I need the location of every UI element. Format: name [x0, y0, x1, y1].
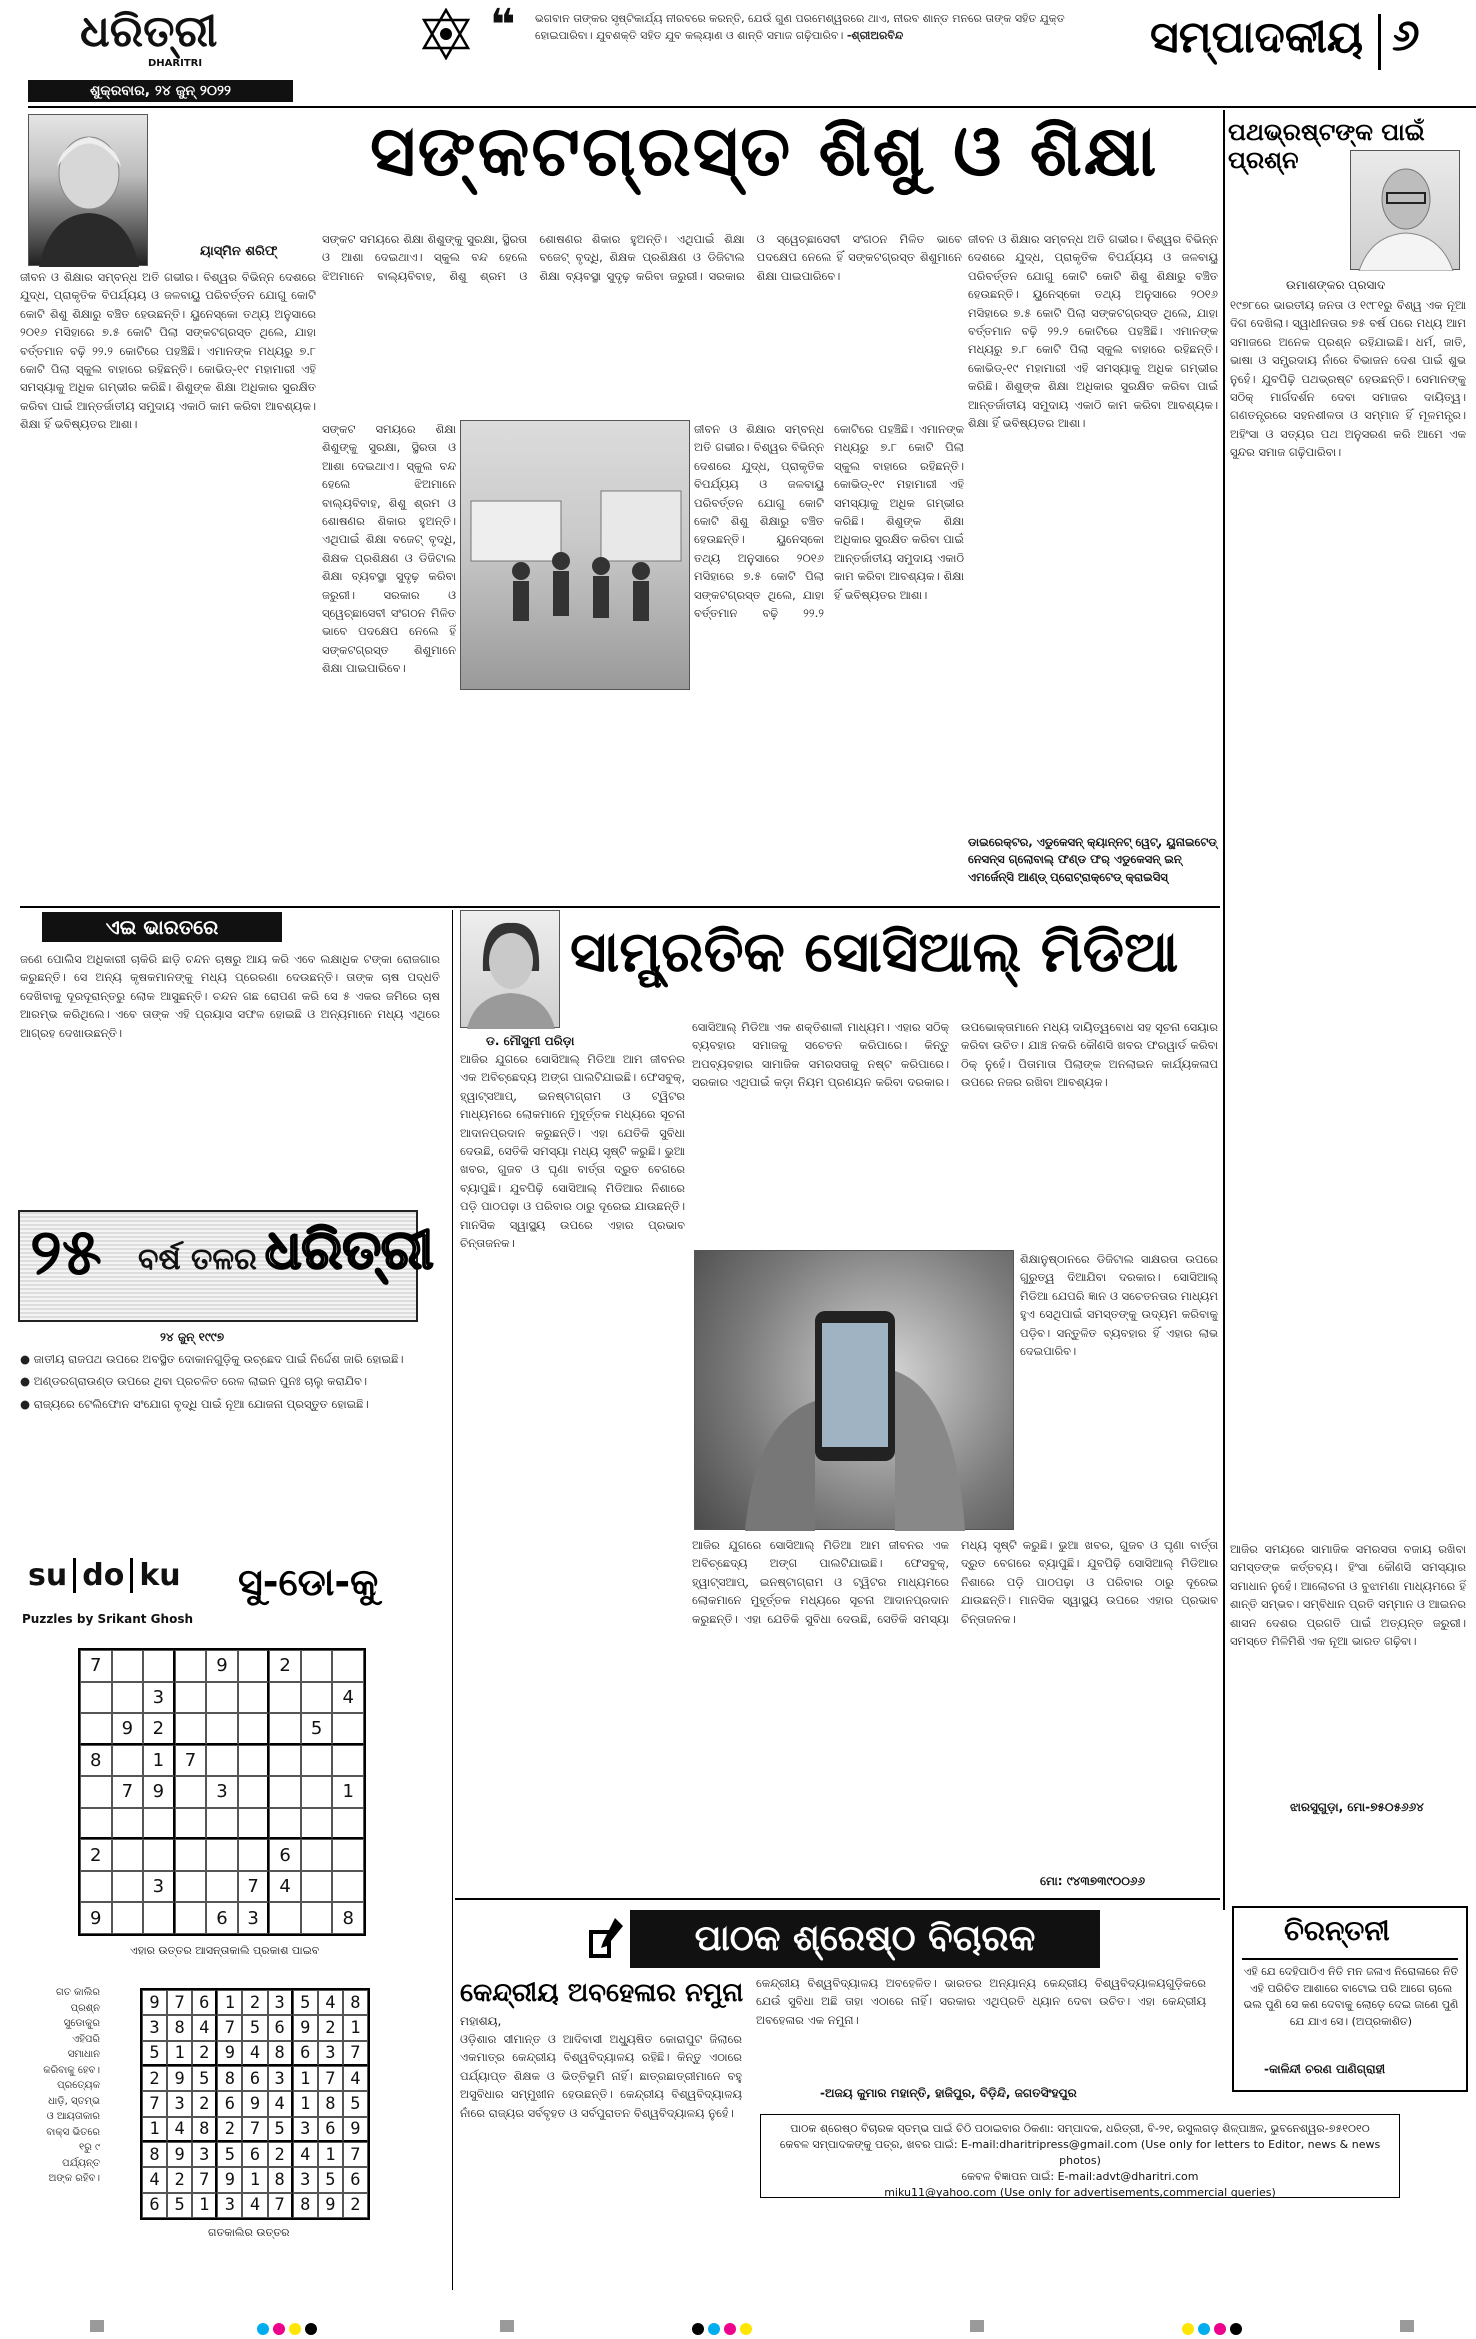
page-number: ୬ — [1392, 10, 1420, 61]
sudoku-cell — [238, 1839, 270, 1871]
sudoku-solution-cell: 8 — [217, 2066, 242, 2091]
sudoku-solution-cell: 8 — [192, 2117, 217, 2142]
sudoku-solution-cell: 3 — [293, 2117, 318, 2142]
sudoku-solution-cell: 7 — [318, 2066, 343, 2091]
sudoku-solution-cell: 6 — [217, 2091, 242, 2116]
sudoku-cell — [332, 1808, 364, 1840]
sudoku-solution-cell: 4 — [242, 2193, 267, 2218]
sudoku-cell — [175, 1839, 207, 1871]
sudoku-solution-cell: 9 — [167, 2066, 192, 2091]
chirantani-poet: -କାଳିନ୍ଦୀ ଚରଣ ପାଣିଗ୍ରାହୀ — [1264, 2062, 1386, 2076]
flashback-item: ● ଅଣ୍ଡରଗ୍ରାଉଣ୍ଡ ଉପରେ ଥିବା ପ୍ରଚଳିତ ରେଳ ଲାଇନ ପୁନଃ ଚାଲୁ କରାଯିବ। — [20, 1374, 368, 1389]
sudoku-solution-cell: 3 — [268, 2066, 293, 2091]
sudoku-solution-cell: 2 — [192, 2041, 217, 2066]
sudoku-answer-label: ଗତକାଲିର ଉତ୍ତର — [208, 2226, 290, 2239]
sudoku-cell — [301, 1839, 333, 1871]
color-dots — [1180, 2320, 1244, 2339]
sudoku-cell — [206, 1745, 238, 1777]
sudoku-cell — [238, 1713, 270, 1745]
sudoku-cell: 5 — [301, 1713, 333, 1745]
sudoku-solution-cell: 8 — [268, 2167, 293, 2192]
reader-email-commercial: miku11@yahoo.com (Use only for advertisements,commercial queries) — [884, 2185, 1276, 2199]
sudoku-solution-cell: 3 — [192, 2142, 217, 2167]
sudoku-solution-cell: 5 — [242, 2015, 267, 2040]
sudoku-solution-cell: 6 — [318, 2117, 343, 2142]
sudoku-cell — [332, 1650, 364, 1682]
sudoku-cell — [206, 1871, 238, 1903]
sudoku-cell — [112, 1650, 144, 1682]
sudoku-cell — [301, 1650, 333, 1682]
sudoku-solution-cell: 7 — [167, 1990, 192, 2015]
article2-credit: ମୋ: ୯୪୩୭୩୯୦୦୬୬ — [1040, 1874, 1145, 1888]
sudoku-solution-cell: 4 — [167, 2117, 192, 2142]
masthead-logo: ଧରିତ୍ରୀ — [80, 6, 218, 57]
sudoku-cell: 3 — [143, 1871, 175, 1903]
sudoku-cell — [143, 1808, 175, 1840]
sudoku-cell — [80, 1871, 112, 1903]
sudoku-solution-cell: 2 — [142, 2066, 167, 2091]
sudoku-solution-cell: 1 — [242, 2167, 267, 2192]
article2-left-divider — [452, 910, 453, 2290]
sudoku-note: ଏହାର ଉତ୍ତର ଆସନ୍ତାକାଲି ପ୍ରକାଶ ପାଇବ — [130, 1944, 320, 1957]
sudoku-puzzle-grid — [78, 1648, 366, 1936]
sudoku-cell — [175, 1808, 207, 1840]
sudoku-cell: 7 — [80, 1650, 112, 1682]
sidebar-divider — [1223, 110, 1225, 1910]
sudoku-cell: 8 — [332, 1902, 364, 1934]
sudoku-brand — [22, 1558, 187, 1593]
section-divider — [1378, 14, 1381, 70]
sudoku-cell — [175, 1650, 207, 1682]
sudoku-cell — [143, 1902, 175, 1934]
chirantani-box — [1232, 1906, 1468, 2092]
sidebar-credit: ଝାରସୁଗୁଡ଼ା, ମୋ-୭୫୦୫୬୬୪ — [1290, 1800, 1424, 1814]
sudoku-solution-cell: 5 — [142, 2041, 167, 2066]
flashback-logo: ଧରିତ୍ରୀ — [265, 1218, 434, 1281]
flashback-label: ବର୍ଷ ତଳର — [138, 1242, 257, 1277]
sudoku-solution-cell: 6 — [343, 2167, 368, 2192]
sudoku-cell: 9 — [112, 1713, 144, 1745]
sudoku-cell — [175, 1871, 207, 1903]
sudoku-cell — [143, 1650, 175, 1682]
flashback-list — [20, 1350, 440, 1413]
ei-bharat-bar — [42, 912, 282, 942]
sudoku-cell: 7 — [112, 1776, 144, 1808]
sudoku-cell — [238, 1808, 270, 1840]
sudoku-solution-cell: 6 — [268, 2015, 293, 2040]
reader-title: ପାଠକ ଶ୍ରେଷ୍ଠ ବିଚାରକ — [694, 1918, 1036, 1959]
sudoku-solution-cell: 3 — [268, 1990, 293, 2015]
sudoku-cell — [112, 1871, 144, 1903]
masthead-quote-text: ଭଗବାନ ତାଙ୍କର ସୃଷ୍ଟିକାର୍ଯ୍ୟ ନୀରବରେ କରନ୍ତି, ଯେଉଁ ଗୁଣ ପରମେଶ୍ୱରରେ ଥାଏ, ନୀରବ ଶାନ୍ତ ମନରେ ତାଙ୍କ ସହିତ ଯୁକ୍ତ ହୋଇପାରିବା। ଯୁବଶକ୍ତି ସହିତ ଯୁବ କଲ୍ୟାଣ ଓ ଶାନ୍ତି ସମାଜ ଗଢ଼ିପାରିବ। — [535, 12, 1065, 43]
star-emblem-icon — [420, 8, 472, 60]
sudoku-solution-cell: 8 — [343, 1990, 368, 2015]
sudoku-solution-cell: 2 — [268, 2142, 293, 2167]
sudoku-solution-cell: 7 — [242, 2117, 267, 2142]
sudoku-solution-cell: 5 — [318, 2167, 343, 2192]
sudoku-answer-side: ଗତ କାଲିର ପ୍ରଶ୍ନ ସୁଡୋକୁର ଏହିପରି ସମାଧାନ କରିବାକୁ ହେବ। ପ୍ରତ୍ୟେକ ଧାଡ଼ି, ସ୍ତମ୍ଭ ଓ ଆୟତାକାର ବାକ୍ସ ଭିତରେ ୧ରୁ ୯ ପର୍ଯ୍ୟନ୍ତ ଅଙ୍କ ରହିବ। — [43, 1987, 100, 2184]
article1-body-lower-right: ଜୀବନ ଓ ଶିକ୍ଷାର ସମ୍ବନ୍ଧ ଅତି ଗଭୀର। ବିଶ୍ୱର ବିଭିନ୍ନ ଦେଶରେ ଯୁଦ୍ଧ, ପ୍ରାକୃତିକ ବିପର୍ଯ୍ୟୟ ଓ ଜଳବାୟୁ ପରିବର୍ତ୍ତନ ଯୋଗୁ କୋଟି କୋଟି ଶିଶୁ ଶିକ୍ଷାରୁ ବଞ୍ଚିତ ହେଉଛନ୍ତି। ୟୁନେସ୍କୋ ତଥ୍ୟ ଅନୁସାରେ ୨୦୧୬ ମସିହାରେ ୭.୫ କୋଟି ପିଲା ସଙ୍କଟଗ୍ରସ୍ତ ଥିଲେ, ଯାହା ବର୍ତ୍ତମାନ ବଢ଼ି ୨୨.୨ କୋଟିରେ ପହଞ୍ଚିଛି। ଏମାନଙ୍କ ମଧ୍ୟରୁ ୭.୮ କୋଟି ପିଲା ସ୍କୁଲ ବାହାରେ ରହିଛନ୍ତି। କୋଭିଡ୍-୧୯ ମହାମାରୀ ଏହି ସମସ୍ୟାକୁ ଅଧିକ ଗମ୍ଭୀର କରିଛି। ଶିଶୁଙ୍କ ଶିକ୍ଷା ଅଧିକାର ସୁରକ୍ଷିତ କରିବା ପାଇଁ ଆନ୍ତର୍ଜାତୀୟ ସମୁଦାୟ ଏକାଠି କାମ କରିବା ଆବଶ୍ୟକ। ଶିକ୍ଷା ହିଁ ଭବିଷ୍ୟତର ଆଶା। — [694, 422, 964, 620]
sudoku-solution-cell: 7 — [142, 2091, 167, 2116]
sudoku-solution-cell: 5 — [268, 2117, 293, 2142]
sudoku-cell: 3 — [238, 1902, 270, 1934]
reader-address-box — [760, 2114, 1400, 2198]
sudoku-cell — [301, 1808, 333, 1840]
article1-headline: ସଙ୍କଟଗ୍ରସ୍ତ ଶିଶୁ ଓ ଶିକ୍ଷା — [370, 110, 1159, 192]
flashback-item-text: ଜାତୀୟ ରାଜପଥ ଉପରେ ଅବସ୍ଥିତ ଦୋକାନଗୁଡ଼ିକୁ ଉଚ୍ଛେଦ ପାଇଁ ନିର୍ଦ୍ଦେଶ ଜାରି ହୋଇଛି। — [33, 1352, 404, 1366]
sudoku-solution-cell: 9 — [217, 2041, 242, 2066]
sudoku-cell — [269, 1808, 301, 1840]
article2-body-right: ଶିକ୍ଷାନୁଷ୍ଠାନରେ ଡିଜିଟାଲ ସାକ୍ଷରତା ଉପରେ ଗୁରୁତ୍ୱ ଦିଆଯିବା ଦରକାର। ସୋସିଆଲ୍ ମିଡିଆ ଯେପରି ଜ୍ଞାନ ଓ ସଚେତନତାର ମାଧ୍ୟମ ହୁଏ ସେଥିପାଇଁ ସମସ୍ତଙ୍କୁ ଉଦ୍ୟମ କରିବାକୁ ପଡ଼ିବ। ସନ୍ତୁଳିତ ବ୍ୟବହାର ହିଁ ଏହାର ଲାଭ ଦେଇପାରିବ। — [1020, 1252, 1218, 1358]
sidebar-body: ୧୯୭୮ରେ ଭାରତୀୟ ଜନତା ଓ ୧୯୮୧ରୁ ବିଶ୍ୱ ଏକ ନୂଆ ଦିଗ ଦେଖିଲା। ସ୍ୱାଧୀନତାର ୭୫ ବର୍ଷ ପରେ ମଧ୍ୟ ଆମ ସମାଜରେ ଅନେକ ପ୍ରଶ୍ନ ରହିଯାଇଛି। ଧର୍ମ, ଜାତି, ଭାଷା ଓ ସମ୍ପ୍ରଦାୟ ନାଁରେ ବିଭାଜନ ଦେଶ ପାଇଁ ଶୁଭ ନୁହେଁ। ଯୁବପିଢ଼ି ପଥଭ୍ରଷ୍ଟ ହେଉଛନ୍ତି। ସେମାନଙ୍କୁ ସଠିକ୍ ମାର୍ଗଦର୍ଶନ ଦେବା ସମାଜର ଦାୟିତ୍ୱ। ଗଣତନ୍ତ୍ରରେ ସହନଶୀଳତା ଓ ସମ୍ମାନ ହିଁ ମୂଳମନ୍ତ୍ର। ଅହିଂସା ଓ ସତ୍ୟର ପଥ ଅନୁସରଣ କରି ଆମେ ଏକ ସୁନ୍ଦର ସମାଜ ଗଢ଼ିପାରିବା। — [1230, 298, 1466, 460]
sudoku-cell — [332, 1839, 364, 1871]
sudoku-solution-cell: 6 — [192, 1990, 217, 2015]
color-dots — [255, 2320, 319, 2339]
sudoku-cell — [80, 1713, 112, 1745]
registration-strip — [0, 2316, 1476, 2336]
letter-salutation: ମହାଶୟ, — [460, 2014, 502, 2028]
sudoku-solution-cell: 4 — [343, 2066, 368, 2091]
sudoku-solution-cell: 2 — [318, 2015, 343, 2040]
sudoku-cell: 9 — [80, 1902, 112, 1934]
article1-credit: ଡାଇରେକ୍ଟର, ଏଡୁକେସନ୍ କ୍ୟାନ୍ନଟ୍ ୱେଟ୍, ୟୁନାଇଟେଡ୍ ନେସନ୍ସ ଗ୍ଲୋବାଲ୍ ଫଣ୍ଡ ଫର୍ ଏଡୁକେସନ୍ ଇନ୍ ଏମର୍ଜେନ୍ସି ଆଣ୍ଡ୍ ପ୍ରୋଟ୍ରାକ୍ଟେଡ୍ କ୍ରାଇସିସ୍ — [968, 835, 1217, 884]
article2-author: ଡ. ମୌସୁମୀ ପରିଡ଼ା — [486, 1034, 575, 1048]
sudoku-solution-cell: 2 — [242, 1990, 267, 2015]
sudoku-solution-cell: 8 — [142, 2142, 167, 2167]
sudoku-solution-cell: 7 — [268, 2193, 293, 2218]
sudoku-solution-cell: 5 — [293, 1990, 318, 2015]
sudoku-solution-cell: 7 — [217, 2015, 242, 2040]
sudoku-solution-cell: 9 — [167, 2142, 192, 2167]
registration-bar — [500, 2320, 514, 2332]
ei-bharat-title: ଏଇ ଭାରତରେ — [105, 915, 219, 939]
sudoku-solution-cell: 6 — [142, 2193, 167, 2218]
masthead-quote — [535, 10, 1090, 44]
sudoku-cell — [269, 1713, 301, 1745]
sudoku-solution-cell: 2 — [217, 2117, 242, 2142]
sudoku-cell — [175, 1713, 207, 1745]
sudoku-cell: 6 — [206, 1902, 238, 1934]
children-playing-photo — [460, 420, 690, 690]
sudoku-cell — [238, 1776, 270, 1808]
sudoku-cell — [238, 1650, 270, 1682]
sudoku-solution-cell: 4 — [268, 2091, 293, 2116]
chirantani-title: ଚିରନ୍ତନୀ — [1284, 1914, 1390, 1947]
author-photo-umashankar — [1350, 150, 1460, 270]
sudoku-cell — [112, 1902, 144, 1934]
sudoku-solution-cell: 9 — [318, 2193, 343, 2218]
article2-headline: ସାମ୍ପ୍ରତିକ ସୋସିଆଲ୍ ମିଡିଆ — [570, 920, 1179, 985]
sudoku-solution-cell: 2 — [192, 2091, 217, 2116]
sudoku-cell: 9 — [143, 1776, 175, 1808]
sudoku-brand-ku: ku — [139, 1558, 181, 1593]
sudoku-cell — [112, 1808, 144, 1840]
sudoku-solution-cell: 1 — [167, 2041, 192, 2066]
sudoku-cell — [175, 1682, 207, 1714]
flashback-item: ● ଜାତୀୟ ରାଜପଥ ଉପରେ ଅବସ୍ଥିତ ଦୋକାନଗୁଡ଼ିକୁ ଉଚ୍ଛେଦ ପାଇଁ ନିର୍ଦ୍ଦେଶ ଜାରି ହୋଇଛି। — [20, 1352, 404, 1366]
article1-body-center: ସଙ୍କଟ ସମୟରେ ଶିକ୍ଷା ଶିଶୁଙ୍କୁ ସୁରକ୍ଷା, ସ୍ଥିରତା ଓ ଆଶା ଦେଇଥାଏ। ସ୍କୁଲ ବନ୍ଦ ହେଲେ ଝିଅମାନେ ବାଲ୍ୟବିବାହ, ଶିଶୁ ଶ୍ରମ ଓ ଶୋଷଣର ଶିକାର ହୁଅନ୍ତି। ଏଥିପାଇଁ ଶିକ୍ଷା ବଜେଟ୍ ବୃଦ୍ଧି, ଶିକ୍ଷକ ପ୍ରଶିକ୍ଷଣ ଓ ଡିଜିଟାଲ ଶିକ୍ଷା ବ୍ୟବସ୍ଥା ସୁଦୃଢ଼ କରିବା ଜରୁରୀ। ସରକାର ଓ ସ୍ୱେଚ୍ଛାସେବୀ ସଂଗଠନ ମିଳିତ ଭାବେ ପଦକ୍ଷେପ ନେଲେ ହିଁ ସଙ୍କଟଗ୍ରସ୍ତ ଶିଶୁମାନେ ଶିକ୍ଷା ପାଇପାରିବେ। — [322, 232, 962, 283]
sudoku-solution-cell: 4 — [142, 2167, 167, 2192]
flashback-item-text: ରାଜ୍ୟରେ ଟେଲିଫୋନ ସଂଯୋଗ ବୃଦ୍ଧି ପାଇଁ ନୂଆ ଯୋଜନା ପ୍ରସ୍ତୁତ ହୋଇଛି। — [33, 1396, 369, 1411]
sudoku-solution-cell: 1 — [293, 2066, 318, 2091]
sidebar-title: ପଥଭ୍ରଷ୍ଟଙ୍କ ପାଇଁ ପ୍ରଶ୍ନ — [1228, 118, 1425, 174]
sudoku-cell: 7 — [238, 1871, 270, 1903]
sudoku-cell: 7 — [175, 1745, 207, 1777]
author-byline-yasmin: ୟାସ୍ମିନ ଶରିଫ୍ — [200, 244, 278, 259]
reader-title-bar — [630, 1910, 1100, 1968]
article2-body-bottom: ଆଜିର ଯୁଗରେ ସୋସିଆଲ୍ ମିଡିଆ ଆମ ଜୀବନର ଏକ ଅବିଚ୍ଛେଦ୍ୟ ଅଙ୍ଗ ପାଲଟିଯାଇଛି। ଫେସବୁକ୍, ହ୍ୱାଟ୍ସଆପ୍, ଇନଷ୍ଟାଗ୍ରାମ ଓ ଟ୍ୱିଟର ମାଧ୍ୟମରେ ଲୋକମାନେ ମୁହୂର୍ତ୍ତକ ମଧ୍ୟରେ ସୂଚନା ଆଦାନପ୍ରଦାନ କରୁଛନ୍ତି। ଏହା ଯେତିକି ସୁବିଧା ଦେଉଛି, ସେତିକି ସମସ୍ୟା ମଧ୍ୟ ସୃଷ୍ଟି କରୁଛି। ଭୁଆ ଖବର, ଗୁଜବ ଓ ଘୃଣା ବାର୍ତ୍ତା ଦ୍ରୁତ ବେଗରେ ବ୍ୟାପୁଛି। ଯୁବପିଢ଼ି ସୋସିଆଲ୍ ମିଡିଆର ନିଶାରେ ପଡ଼ି ପାଠପଢ଼ା ଓ ପରିବାର ଠାରୁ ଦୂରେଇ ଯାଉଛନ୍ତି। ମାନସିକ ସ୍ୱାସ୍ଥ୍ୟ ଉପରେ ଏହାର ପ୍ରଭାବ ଚିନ୍ତାଜନକ। — [692, 1538, 1218, 1626]
registration-bar — [1400, 2320, 1414, 2332]
sudoku-solution-cell: 4 — [192, 2015, 217, 2040]
letter-body-left: ଓଡ଼ିଶାର ସୀମାନ୍ତ ଓ ଆଦିବାସୀ ଅଧ୍ୟୁଷିତ କୋରାପୁଟ ଜିଲାରେ ଏକମାତ୍ର କେନ୍ଦ୍ରୀୟ ବିଶ୍ୱବିଦ୍ୟାଳୟ ରହିଛି। କିନ୍ତୁ ଏଠାରେ ପର୍ଯ୍ୟାପ୍ତ ଶିକ୍ଷକ ଓ ଭିତ୍ତିଭୂମି ନାହିଁ। ଛାତ୍ରଛାତ୍ରୀମାନେ ବହୁ ଅସୁବିଧାର ସମ୍ମୁଖୀନ ହେଉଛନ୍ତି। କେନ୍ଦ୍ରୀୟ ବିଶ୍ୱବିଦ୍ୟାଳୟ ନାଁରେ ରାଜ୍ୟର ସର୍ବବୃହତ ଓ ସର୍ବପୁରାତନ ବିଶ୍ୱବିଦ୍ୟାଳୟ ନୁହେଁ। — [460, 2032, 742, 2120]
sudoku-cell — [269, 1776, 301, 1808]
sudoku-solution-cell: 5 — [192, 2066, 217, 2091]
sudoku-solution-cell: 5 — [343, 2091, 368, 2116]
sudoku-solution-cell: 6 — [293, 2041, 318, 2066]
sudoku-cell: 4 — [269, 1871, 301, 1903]
sudoku-cell — [206, 1682, 238, 1714]
sudoku-solution-cell: 3 — [318, 2041, 343, 2066]
sudoku-cell — [301, 1745, 333, 1777]
sudoku-cell — [112, 1839, 144, 1871]
ei-bharat-body: ଜଣେ ପୋଲିସ ଅଧିକାରୀ ଚାକିରି ଛାଡ଼ି ଚନ୍ଦନ ଚାଷରୁ ଆୟ କରି ଏବେ ଲକ୍ଷାଧିକ ଟଙ୍କା ରୋଜଗାର କରୁଛନ୍ତି। ସେ ଅନ୍ୟ କୃଷକମାନଙ୍କୁ ମଧ୍ୟ ପ୍ରେରଣା ଦେଉଛନ୍ତି। ତାଙ୍କ ଚାଷ ପଦ୍ଧତି ଦେଖିବାକୁ ଦୂରଦୂରାନ୍ତରୁ ଲୋକ ଆସୁଛନ୍ତି। ଚନ୍ଦନ ଗଛ ରୋପଣ କରି ସେ ୫ ଏକର ଜମିରେ ଚାଷ ଆରମ୍ଭ କରିଥିଲେ। ଏବେ ତାଙ୍କ ଏହି ପ୍ରୟାସ ସଫଳ ହୋଇଛି ଓ ଅନ୍ୟମାନେ ମଧ୍ୟ ଏଥିରେ ଆଗ୍ରହ ଦେଖାଉଛନ୍ତି। — [20, 952, 440, 1040]
sudoku-cell — [301, 1871, 333, 1903]
sudoku-solution-cell: 1 — [293, 2091, 318, 2116]
masthead-date: ଶୁକ୍ରବାର, ୨୪ ଜୁନ୍ ୨୦୨୨ — [90, 83, 231, 99]
sudoku-solution-cell: 1 — [343, 2015, 368, 2040]
sudoku-solution-cell: 7 — [343, 2041, 368, 2066]
sudoku-solution-cell: 8 — [167, 2015, 192, 2040]
sudoku-cell — [175, 1776, 207, 1808]
author-photo-mousumi — [460, 910, 560, 1028]
lower-section-rule — [20, 906, 1220, 908]
letter-title: କେନ୍ଦ୍ରୀୟ ଅବହେଳାର ନମୁନା — [460, 1978, 744, 2008]
sudoku-solution-cell: 1 — [192, 2193, 217, 2218]
sudoku-cell — [301, 1776, 333, 1808]
color-dots — [690, 2320, 754, 2339]
section-title: ସମ୍ପାଦକୀୟ — [1150, 12, 1364, 63]
masthead-date-bar — [28, 80, 293, 102]
sudoku-solution-cell: 5 — [167, 2193, 192, 2218]
sudoku-cell: 9 — [206, 1650, 238, 1682]
sudoku-cell — [238, 1682, 270, 1714]
sudoku-cell — [269, 1682, 301, 1714]
sudoku-solution-cell: 7 — [343, 2142, 368, 2167]
masthead-logo-sub: DHARITRI — [148, 58, 203, 69]
reader-address: ପାଠକ ଶ୍ରେଷ୍ଠ ବିଚାରକ ସ୍ତମ୍ଭ ପାଇଁ ଚିଠି ପଠାଇବାର ଠିକଣା: ସମ୍ପାଦକ, ଧରିତ୍ରୀ, ବି-୨୧, ରସୁଲଗଡ଼ ଶିଳ୍ପାଞ୍ଚଳ, ଭୁବନେଶ୍ୱର-୭୫୧୦୧୦ — [790, 2122, 1370, 2135]
sudoku-cell — [269, 1745, 301, 1777]
sudoku-solution-cell: 3 — [142, 2015, 167, 2040]
sudoku-cell — [301, 1902, 333, 1934]
reader-email-editor: କେବଳ ସମ୍ପାଦକଙ୍କୁ ପତ୍ର, ଖବର ପାଇଁ: E-mail:dharitripress@gmail.com (Use only for letters to Editor, news & news photos) — [779, 2137, 1381, 2167]
chirantani-text: ଏହି ଯେ ଦେହିପାଠିଏ ନିତି ମନ ଜଳାଏ ନିରୋଳାରେ ନିତି ଏହି ପରିଚିତ ଆଶାରେ ବାଟୋଇ ପରି ଆଗେ ଚାଲେ ଭଲ ପୁଣି ସେ କଣ ଦେବାକୁ ଲୋଡ଼େ ଦେଇ ଜାଣେ ପୁଣି ଯେ ଯାଏ ସେ। (ଅପ୍ରକାଶିତ) — [1243, 1965, 1459, 2028]
sudoku-solution-cell: 4 — [318, 1990, 343, 2015]
sudoku-cell — [332, 1713, 364, 1745]
sudoku-solution-cell: 8 — [318, 2091, 343, 2116]
flashback-item-text: ଅଣ୍ଡରଗ୍ରାଉଣ୍ଡ ଉପରେ ଥିବା ପ୍ରଚଳିତ ରେଳ ଲାଇନ ପୁନଃ ଚାଲୁ କରାଯିବ। — [33, 1374, 368, 1389]
letter-body-right: କେନ୍ଦ୍ରୀୟ ବିଶ୍ୱବିଦ୍ୟାଳୟ ଅବହେଳିତ। ଭାରତର ଅନ୍ୟାନ୍ୟ କେନ୍ଦ୍ରୀୟ ବିଶ୍ୱବିଦ୍ୟାଳୟଗୁଡ଼ିକରେ ଯେଉଁ ସୁବିଧା ଅଛି ତାହା ଏଠାରେ ନାହିଁ। ସରକାର ଏଥିପ୍ରତି ଧ୍ୟାନ ଦେବା ଉଚିତ। ଏହା କେନ୍ଦ୍ରୀୟ ଅବହେଳାର ଏକ ନମୁନା। — [756, 1976, 1206, 2027]
flashback-item: ● ରାଜ୍ୟରେ ଟେଲିଫୋନ ସଂଯୋଗ ବୃଦ୍ଧି ପାଇଁ ନୂଆ ଯୋଜନା ପ୍ରସ୍ତୁତ ହୋଇଛି। — [20, 1396, 369, 1411]
sudoku-cell: 2 — [80, 1839, 112, 1871]
sudoku-solution-cell: 9 — [217, 2167, 242, 2192]
sudoku-cell — [80, 1682, 112, 1714]
sudoku-title: ସୁ-ଡୋ-କୁ — [238, 1560, 379, 1604]
sudoku-solution-grid — [140, 1988, 370, 2220]
sudoku-cell — [269, 1902, 301, 1934]
reader-email-advt: କେବଳ ବିଜ୍ଞାପନ ପାଇଁ: E-mail:advt@dharitri.com — [961, 2169, 1199, 2183]
sudoku-cell — [332, 1871, 364, 1903]
flashback-banner — [18, 1210, 434, 1322]
sidebar-body-2: ଆଜିର ସମୟରେ ସାମାଜିକ ସମରସତା ବଜାୟ ରଖିବା ସମସ୍ତଙ୍କ କର୍ତ୍ତବ୍ୟ। ହିଂସା କୌଣସି ସମସ୍ୟାର ସମାଧାନ ନୁହେଁ। ଆଲୋଚନା ଓ ବୁଝାମଣା ମାଧ୍ୟମରେ ହିଁ ଶାନ୍ତି ସମ୍ଭବ। ସମ୍ବିଧାନ ପ୍ରତି ସମ୍ମାନ ଓ ଆଇନର ଶାସନ ଦେଶର ପ୍ରଗତି ପାଇଁ ଅତ୍ୟନ୍ତ ଜରୁରୀ। ସମସ୍ତେ ମିଳିମିଶି ଏକ ନୂଆ ଭାରତ ଗଢ଼ିବା। — [1230, 1542, 1466, 1648]
sudoku-cell — [143, 1839, 175, 1871]
flashback-number: ୨୫ — [30, 1216, 102, 1290]
article2-body-top: ସୋସିଆଲ୍ ମିଡିଆ ଏକ ଶକ୍ତିଶାଳୀ ମାଧ୍ୟମ। ଏହାର ସଠିକ୍ ବ୍ୟବହାର ସମାଜକୁ ସଚେତନ କରିପାରେ। କିନ୍ତୁ ଅପବ୍ୟବହାର ସାମାଜିକ ସମରସତାକୁ ନଷ୍ଟ କରିପାରେ। ସରକାର ଏଥିପାଇଁ କଡ଼ା ନିୟମ ପ୍ରଣୟନ କରିବା ଦରକାର। ଉପଭୋକ୍ତାମାନେ ମଧ୍ୟ ଦାୟିତ୍ୱବୋଧ ସହ ସୂଚନା ସେୟାର କରିବା ଉଚିତ। ଯାଞ୍ଚ ନକରି କୌଣସି ଖବର ଫରୱାର୍ଡ କରିବା ଠିକ୍ ନୁହେଁ। ପିତାମାତା ପିଲାଙ୍କ ଅନଲାଇନ କାର୍ଯ୍ୟକଳାପ ଉପରେ ନଜର ରଖିବା ଆବଶ୍ୟକ। — [692, 1020, 1218, 1090]
article2-body-left: ଆଜିର ଯୁଗରେ ସୋସିଆଲ୍ ମିଡିଆ ଆମ ଜୀବନର ଏକ ଅବିଚ୍ଛେଦ୍ୟ ଅଙ୍ଗ ପାଲଟିଯାଇଛି। ଫେସବୁକ୍, ହ୍ୱାଟ୍ସଆପ୍, ଇନଷ୍ଟାଗ୍ରାମ ଓ ଟ୍ୱିଟର ମାଧ୍ୟମରେ ଲୋକମାନେ ମୁହୂର୍ତ୍ତକ ମଧ୍ୟରେ ସୂଚନା ଆଦାନପ୍ରଦାନ କରୁଛନ୍ତି। ଏହା ଯେତିକି ସୁବିଧା ଦେଉଛି, ସେତିକି ସମସ୍ୟା ମଧ୍ୟ ସୃଷ୍ଟି କରୁଛି। ଭୁଆ ଖବର, ଗୁଜବ ଓ ଘୃଣା ବାର୍ତ୍ତା ଦ୍ରୁତ ବେଗରେ ବ୍ୟାପୁଛି। ଯୁବପିଢ଼ି ସୋସିଆଲ୍ ମିଡିଆର ନିଶାରେ ପଡ଼ି ପାଠପଢ଼ା ଓ ପରିବାର ଠାରୁ ଦୂରେଇ ଯାଉଛନ୍ତି। ମାନସିକ ସ୍ୱାସ୍ଥ୍ୟ ଉପରେ ଏହାର ପ୍ରଭାବ ଚିନ୍ତାଜନକ। — [460, 1052, 685, 1250]
author-photo-yasmin — [28, 114, 148, 266]
sudoku-solution-cell: 1 — [142, 2117, 167, 2142]
registration-bar — [90, 2320, 104, 2332]
sudoku-solution-cell: 3 — [217, 2193, 242, 2218]
article1-body-left: ଜୀବନ ଓ ଶିକ୍ଷାର ସମ୍ବନ୍ଧ ଅତି ଗଭୀର। ବିଶ୍ୱର ବିଭିନ୍ନ ଦେଶରେ ଯୁଦ୍ଧ, ପ୍ରାକୃତିକ ବିପର୍ଯ୍ୟୟ ଓ ଜଳବାୟୁ ପରିବର୍ତ୍ତନ ଯୋଗୁ କୋଟି କୋଟି ଶିଶୁ ଶିକ୍ଷାରୁ ବଞ୍ଚିତ ହେଉଛନ୍ତି। ୟୁନେସ୍କୋ ତଥ୍ୟ ଅନୁସାରେ ୨୦୧୬ ମସିହାରେ ୭.୫ କୋଟି ପିଲା ସଙ୍କଟଗ୍ରସ୍ତ ଥିଲେ, ଯାହା ବର୍ତ୍ତମାନ ବଢ଼ି ୨୨.୨ କୋଟିରେ ପହଞ୍ଚିଛି। ଏମାନଙ୍କ ମଧ୍ୟରୁ ୭.୮ କୋଟି ପିଲା ସ୍କୁଲ ବାହାରେ ରହିଛନ୍ତି। କୋଭିଡ୍-୧୯ ମହାମାରୀ ଏହି ସମସ୍ୟାକୁ ଅଧିକ ଗମ୍ଭୀର କରିଛି। ଶିଶୁଙ୍କ ଶିକ୍ଷା ଅଧିକାର ସୁରକ୍ଷିତ କରିବା ପାଇଁ ଆନ୍ତର୍ଜାତୀୟ ସମୁଦାୟ ଏକାଠି କାମ କରିବା ଆବଶ୍ୟକ। ଶିକ୍ଷା ହିଁ ଭବିଷ୍ୟତର ଆଶା। — [20, 270, 316, 432]
sudoku-cell — [238, 1745, 270, 1777]
registration-bar — [970, 2320, 984, 2332]
sudoku-cell: 2 — [269, 1650, 301, 1682]
sudoku-cell — [112, 1682, 144, 1714]
sudoku-solution-cell: 1 — [318, 2142, 343, 2167]
sudoku-solution-cell: 1 — [217, 1990, 242, 2015]
sudoku-cell — [301, 1682, 333, 1714]
sidebar-author: ଉମାଶଙ୍କର ପ୍ରସାଦ — [1286, 278, 1386, 292]
chirantani-rule — [1242, 1958, 1458, 1960]
sudoku-cell — [175, 1902, 207, 1934]
masthead — [0, 0, 1476, 112]
sudoku-byline: Puzzles by Srikant Ghosh — [22, 1612, 193, 1626]
sudoku-solution-cell: 2 — [167, 2167, 192, 2192]
sudoku-cell: 3 — [206, 1776, 238, 1808]
masthead-quote-author: -ଶ୍ରୀଅରବିନ୍ଦ — [846, 29, 904, 43]
sudoku-solution-cell: 6 — [242, 2142, 267, 2167]
sudoku-cell: 4 — [332, 1682, 364, 1714]
sudoku-cell: 8 — [80, 1745, 112, 1777]
sudoku-solution-cell: 8 — [293, 2193, 318, 2218]
pen-icon — [585, 1916, 625, 1962]
sudoku-cell: 2 — [143, 1713, 175, 1745]
sudoku-cell: 6 — [269, 1839, 301, 1871]
smartphone-photo — [694, 1250, 1014, 1530]
article1-body-col4: ଜୀବନ ଓ ଶିକ୍ଷାର ସମ୍ବନ୍ଧ ଅତି ଗଭୀର। ବିଶ୍ୱର ବିଭିନ୍ନ ଦେଶରେ ଯୁଦ୍ଧ, ପ୍ରାକୃତିକ ବିପର୍ଯ୍ୟୟ ଓ ଜଳବାୟୁ ପରିବର୍ତ୍ତନ ଯୋଗୁ କୋଟି କୋଟି ଶିଶୁ ଶିକ୍ଷାରୁ ବଞ୍ଚିତ ହେଉଛନ୍ତି। ୟୁନେସ୍କୋ ତଥ୍ୟ ଅନୁସାରେ ୨୦୧୬ ମସିହାରେ ୭.୫ କୋଟି ପିଲା ସଙ୍କଟଗ୍ରସ୍ତ ଥିଲେ, ଯାହା ବର୍ତ୍ତମାନ ବଢ଼ି ୨୨.୨ କୋଟିରେ ପହଞ୍ଚିଛି। ଏମାନଙ୍କ ମଧ୍ୟରୁ ୭.୮ କୋଟି ପିଲା ସ୍କୁଲ ବାହାରେ ରହିଛନ୍ତି। କୋଭିଡ୍-୧୯ ମହାମାରୀ ଏହି ସମସ୍ୟାକୁ ଅଧିକ ଗମ୍ଭୀର କରିଛି। ଶିଶୁଙ୍କ ଶିକ୍ଷା ଅଧିକାର ସୁରକ୍ଷିତ କରିବା ପାଇଁ ଆନ୍ତର୍ଜାତୀୟ ସମୁଦାୟ ଏକାଠି କାମ କରିବା ଆବଶ୍ୟକ। ଶିକ୍ଷା ହିଁ ଭବିଷ୍ୟତର ଆଶା। — [968, 232, 1218, 430]
sudoku-brand-do: do — [82, 1558, 125, 1593]
sudoku-solution-cell: 2 — [343, 2193, 368, 2218]
sudoku-solution-cell: 4 — [242, 2041, 267, 2066]
sudoku-solution-cell: 9 — [242, 2091, 267, 2116]
letter-signature: -ଅଜୟ କୁମାର ମହାନ୍ତି, ହାଜିପୁର, ବିଡ଼ିନ୍ଦି, ଜଗତସିଂହପୁର — [820, 2086, 1077, 2100]
sudoku-cell — [206, 1808, 238, 1840]
sudoku-solution-cell: 3 — [293, 2167, 318, 2192]
sudoku-cell — [80, 1808, 112, 1840]
sudoku-cell — [206, 1839, 238, 1871]
sudoku-cell — [112, 1745, 144, 1777]
sudoku-solution-cell: 3 — [167, 2091, 192, 2116]
quote-icon: ❝ — [490, 0, 516, 51]
sudoku-solution-cell: 9 — [343, 2117, 368, 2142]
sudoku-cell: 3 — [143, 1682, 175, 1714]
sudoku-solution-cell: 6 — [242, 2066, 267, 2091]
sudoku-solution-cell: 5 — [217, 2142, 242, 2167]
reader-top-rule — [455, 1898, 1220, 1900]
sudoku-cell: 1 — [143, 1745, 175, 1777]
sudoku-solution-cell: 7 — [192, 2167, 217, 2192]
sudoku-cell — [80, 1776, 112, 1808]
sudoku-cell: 1 — [332, 1776, 364, 1808]
sudoku-solution-cell: 8 — [268, 2041, 293, 2066]
sudoku-brand-su: su — [28, 1558, 68, 1593]
masthead-rule — [28, 106, 1476, 108]
sudoku-cell — [332, 1745, 364, 1777]
sudoku-cell — [206, 1713, 238, 1745]
sudoku-solution-cell: 9 — [293, 2015, 318, 2040]
sudoku-solution-cell: 4 — [293, 2142, 318, 2167]
article1-body-lower-left: ସଙ୍କଟ ସମୟରେ ଶିକ୍ଷା ଶିଶୁଙ୍କୁ ସୁରକ୍ଷା, ସ୍ଥିରତା ଓ ଆଶା ଦେଇଥାଏ। ସ୍କୁଲ ବନ୍ଦ ହେଲେ ଝିଅମାନେ ବାଲ୍ୟବିବାହ, ଶିଶୁ ଶ୍ରମ ଓ ଶୋଷଣର ଶିକାର ହୁଅନ୍ତି। ଏଥିପାଇଁ ଶିକ୍ଷା ବଜେଟ୍ ବୃଦ୍ଧି, ଶିକ୍ଷକ ପ୍ରଶିକ୍ଷଣ ଓ ଡିଜିଟାଲ ଶିକ୍ଷା ବ୍ୟବସ୍ଥା ସୁଦୃଢ଼ କରିବା ଜରୁରୀ। ସରକାର ଓ ସ୍ୱେଚ୍ଛାସେବୀ ସଂଗଠନ ମିଳିତ ଭାବେ ପଦକ୍ଷେପ ନେଲେ ହିଁ ସଙ୍କଟଗ୍ରସ୍ତ ଶିଶୁମାନେ ଶିକ୍ଷା ପାଇପାରିବେ। — [322, 422, 456, 676]
flashback-date: ୨୪ ଜୁନ୍ ୧୯୯୭ — [160, 1330, 225, 1344]
sudoku-solution-cell: 9 — [142, 1990, 167, 2015]
